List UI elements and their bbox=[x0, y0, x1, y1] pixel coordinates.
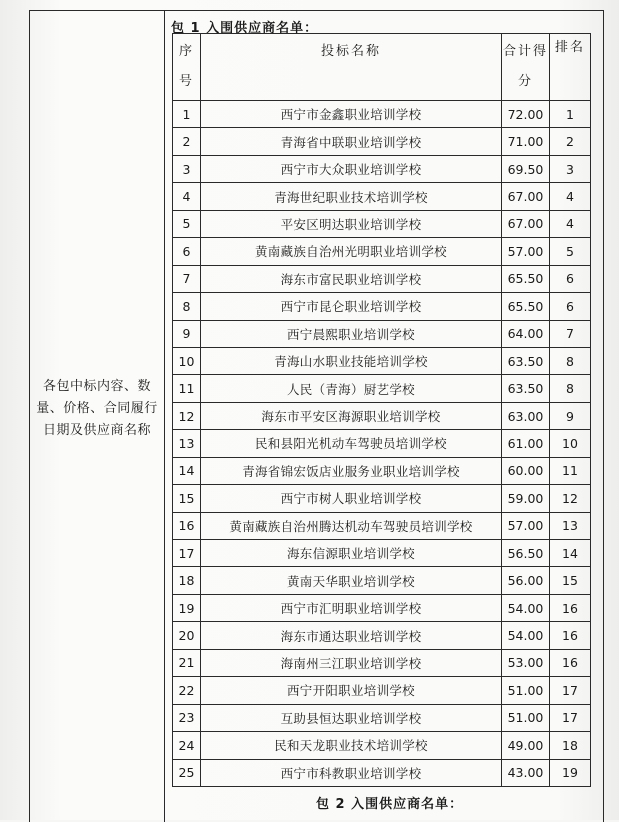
cell-seq: 19 bbox=[173, 594, 201, 621]
cell-rank: 3 bbox=[550, 155, 591, 182]
table-row bbox=[173, 101, 591, 128]
table-header-row bbox=[173, 34, 591, 101]
cell-seq: 2 bbox=[173, 128, 201, 155]
cell-rank: 2 bbox=[550, 128, 591, 155]
cell-rank: 18 bbox=[550, 732, 591, 759]
cell-rank: 6 bbox=[550, 293, 591, 320]
cell-name: 黄南藏族自治州光明职业培训学校 bbox=[201, 238, 502, 265]
cell-score: 72.00 bbox=[502, 101, 550, 128]
table-row bbox=[173, 210, 591, 237]
cell-rank: 11 bbox=[550, 457, 591, 484]
cell-score: 65.50 bbox=[502, 265, 550, 292]
package-1-heading: 包 1 入围供应商名单： bbox=[171, 21, 319, 36]
cell-name: 青海山水职业技能培训学校 bbox=[201, 347, 502, 374]
cell-score: 43.00 bbox=[502, 759, 550, 786]
cell-name: 西宁市金鑫职业培训学校 bbox=[201, 101, 502, 128]
cell-score: 49.00 bbox=[502, 732, 550, 759]
cell-score: 69.50 bbox=[502, 155, 550, 182]
table-row bbox=[173, 759, 591, 786]
cell-seq: 10 bbox=[173, 347, 201, 374]
cell-seq: 12 bbox=[173, 402, 201, 429]
cell-name: 西宁市科教职业培训学校 bbox=[201, 759, 502, 786]
cell-name: 黄南天华职业培训学校 bbox=[201, 567, 502, 594]
cell-score: 57.00 bbox=[502, 512, 550, 539]
table-row bbox=[173, 540, 591, 567]
table-row bbox=[173, 402, 591, 429]
cell-name: 民和天龙职业技术培训学校 bbox=[201, 732, 502, 759]
cell-name: 海东信源职业培训学校 bbox=[201, 540, 502, 567]
table-row bbox=[173, 155, 591, 182]
cell-name: 西宁市大众职业培训学校 bbox=[201, 155, 502, 182]
cell-seq: 17 bbox=[173, 540, 201, 567]
cell-rank: 16 bbox=[550, 649, 591, 676]
cell-rank: 8 bbox=[550, 347, 591, 374]
cell-score: 67.00 bbox=[502, 183, 550, 210]
cell-rank: 7 bbox=[550, 320, 591, 347]
cell-seq: 9 bbox=[173, 320, 201, 347]
cell-rank: 8 bbox=[550, 375, 591, 402]
cell-seq: 5 bbox=[173, 210, 201, 237]
cell-name: 西宁开阳职业培训学校 bbox=[201, 677, 502, 704]
cell-score: 65.50 bbox=[502, 293, 550, 320]
cell-score: 63.50 bbox=[502, 375, 550, 402]
cell-name: 西宁市树人职业培训学校 bbox=[201, 485, 502, 512]
cell-seq: 24 bbox=[173, 732, 201, 759]
table-row bbox=[173, 293, 591, 320]
header-rank: 排名 bbox=[550, 34, 591, 101]
cell-name: 海东市通达职业培训学校 bbox=[201, 622, 502, 649]
cell-rank: 10 bbox=[550, 430, 591, 457]
cell-seq: 18 bbox=[173, 567, 201, 594]
cell-score: 63.50 bbox=[502, 347, 550, 374]
cell-seq: 4 bbox=[173, 183, 201, 210]
cell-seq: 25 bbox=[173, 759, 201, 786]
supplier-ranking-table bbox=[172, 33, 591, 787]
cell-rank: 13 bbox=[550, 512, 591, 539]
cell-score: 67.00 bbox=[502, 210, 550, 237]
cell-score: 63.00 bbox=[502, 402, 550, 429]
cell-seq: 7 bbox=[173, 265, 201, 292]
cell-score: 59.00 bbox=[502, 485, 550, 512]
cell-seq: 15 bbox=[173, 485, 201, 512]
cell-name: 人民（青海）厨艺学校 bbox=[201, 375, 502, 402]
cell-seq: 8 bbox=[173, 293, 201, 320]
table-row bbox=[173, 649, 591, 676]
table-row bbox=[173, 622, 591, 649]
cell-seq: 21 bbox=[173, 649, 201, 676]
cell-name: 西宁市汇明职业培训学校 bbox=[201, 594, 502, 621]
table-row bbox=[173, 512, 591, 539]
table-row bbox=[173, 238, 591, 265]
cell-score: 54.00 bbox=[502, 594, 550, 621]
cell-name: 海东市富民职业培训学校 bbox=[201, 265, 502, 292]
cell-rank: 1 bbox=[550, 101, 591, 128]
table-row bbox=[173, 347, 591, 374]
table-row bbox=[173, 704, 591, 731]
table-row bbox=[173, 594, 591, 621]
cell-seq: 13 bbox=[173, 430, 201, 457]
cell-name: 青海省中联职业培训学校 bbox=[201, 128, 502, 155]
cell-score: 51.00 bbox=[502, 704, 550, 731]
cell-name: 互助县恒达职业培训学校 bbox=[201, 704, 502, 731]
cell-score: 56.50 bbox=[502, 540, 550, 567]
cell-rank: 4 bbox=[550, 210, 591, 237]
cell-seq: 11 bbox=[173, 375, 201, 402]
cell-rank: 19 bbox=[550, 759, 591, 786]
cell-rank: 12 bbox=[550, 485, 591, 512]
cell-seq: 23 bbox=[173, 704, 201, 731]
cell-score: 64.00 bbox=[502, 320, 550, 347]
table-row bbox=[173, 677, 591, 704]
cell-rank: 17 bbox=[550, 677, 591, 704]
cell-rank: 15 bbox=[550, 567, 591, 594]
cell-name: 海南州三江职业培训学校 bbox=[201, 649, 502, 676]
table-row bbox=[173, 265, 591, 292]
cell-rank: 16 bbox=[550, 622, 591, 649]
cell-rank: 17 bbox=[550, 704, 591, 731]
cell-name: 青海省锦宏饭店业服务业职业培训学校 bbox=[201, 457, 502, 484]
row-label-award-info: 各包中标内容、数量、价格、合同履行日期及供应商名称 bbox=[36, 379, 158, 438]
table-row bbox=[173, 457, 591, 484]
cell-rank: 9 bbox=[550, 402, 591, 429]
cell-name: 黄南藏族自治州腾达机动车驾驶员培训学校 bbox=[201, 512, 502, 539]
cell-name: 海东市平安区海源职业培训学校 bbox=[201, 402, 502, 429]
cell-seq: 14 bbox=[173, 457, 201, 484]
header-seq: 序号 bbox=[173, 34, 201, 101]
cell-score: 51.00 bbox=[502, 677, 550, 704]
cell-rank: 16 bbox=[550, 594, 591, 621]
header-name: 投标名称 bbox=[201, 34, 502, 101]
cell-score: 71.00 bbox=[502, 128, 550, 155]
cell-score: 53.00 bbox=[502, 649, 550, 676]
cell-name: 平安区明达职业培训学校 bbox=[201, 210, 502, 237]
cell-rank: 4 bbox=[550, 183, 591, 210]
cell-rank: 6 bbox=[550, 265, 591, 292]
cell-score: 56.00 bbox=[502, 567, 550, 594]
cell-name: 西宁市昆仑职业培训学校 bbox=[201, 293, 502, 320]
cell-seq: 22 bbox=[173, 677, 201, 704]
table-row bbox=[173, 567, 591, 594]
cell-name: 青海世纪职业技术培训学校 bbox=[201, 183, 502, 210]
table-row bbox=[173, 128, 591, 155]
cell-name: 西宁晨熙职业培训学校 bbox=[201, 320, 502, 347]
table-row bbox=[173, 485, 591, 512]
header-score: 合计得分 bbox=[502, 34, 550, 101]
table-row bbox=[173, 183, 591, 210]
column-divider bbox=[164, 10, 165, 822]
table-row bbox=[173, 320, 591, 347]
cell-rank: 5 bbox=[550, 238, 591, 265]
package-2-heading: 包 2 入围供应商名单： bbox=[316, 797, 464, 812]
cell-score: 57.00 bbox=[502, 238, 550, 265]
cell-seq: 20 bbox=[173, 622, 201, 649]
cell-seq: 3 bbox=[173, 155, 201, 182]
cell-score: 54.00 bbox=[502, 622, 550, 649]
cell-seq: 16 bbox=[173, 512, 201, 539]
cell-seq: 6 bbox=[173, 238, 201, 265]
cell-rank: 14 bbox=[550, 540, 591, 567]
table-row bbox=[173, 430, 591, 457]
table-row bbox=[173, 375, 591, 402]
cell-score: 60.00 bbox=[502, 457, 550, 484]
cell-name: 民和县阳光机动车驾驶员培训学校 bbox=[201, 430, 502, 457]
table-row bbox=[173, 732, 591, 759]
cell-seq: 1 bbox=[173, 101, 201, 128]
cell-score: 61.00 bbox=[502, 430, 550, 457]
